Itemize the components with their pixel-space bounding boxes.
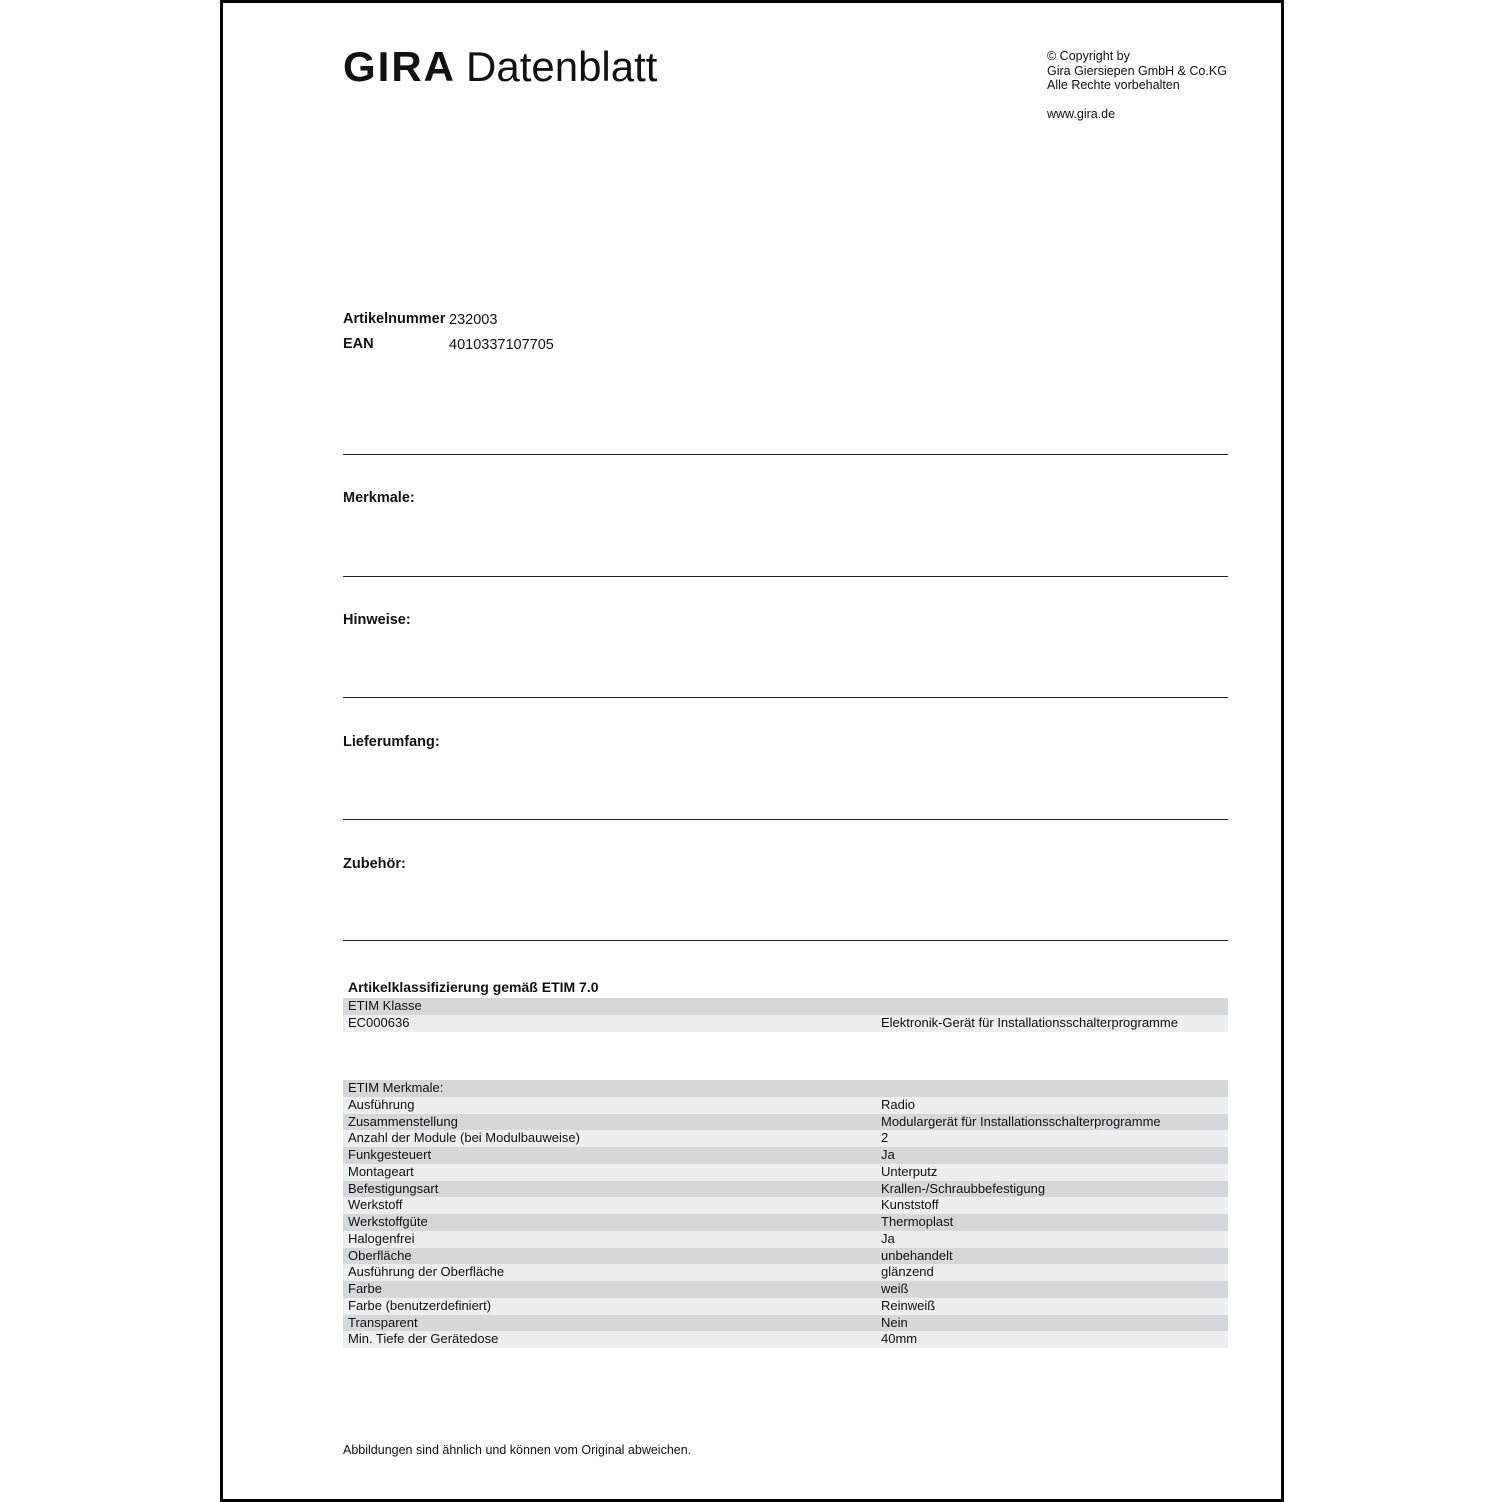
table-row [343,1130,1228,1147]
feature-name: Montageart [348,1163,414,1179]
feature-value: Unterputz [881,1163,938,1179]
article-number-label: Artikelnummer [343,311,446,327]
feature-name: Befestigungsart [348,1180,439,1196]
table-header-row [343,998,1228,1015]
table-row [343,1197,1228,1214]
feature-value: unbehandelt [881,1247,953,1263]
feature-value: Ja [881,1147,895,1162]
feature-value: Nein [881,1314,908,1330]
feature-name: Ausführung der Oberfläche [348,1264,505,1280]
section-hinweise: Hinweise: [343,612,411,628]
feature-value: Radio [881,1096,915,1112]
website-link[interactable]: www.gira.de [1047,106,1116,121]
feature-value: Kunststoff [881,1197,939,1213]
article-number-value: 232003 [449,312,498,328]
table-row [343,1298,1228,1315]
table-row [343,1181,1228,1198]
table-row [343,1331,1228,1348]
footer-disclaimer: Abbildungen sind ähnlich und können vom Original abweichen. [343,1443,692,1457]
feature-name: Min. Tiefe der Gerätedose [348,1331,499,1347]
copyright-line: Gira Giersiepen GmbH & Co.KG [1047,63,1227,78]
section-merkmale: Merkmale: [343,490,415,506]
feature-name: Funkgesteuert [348,1147,432,1162]
etim-title: Artikelklassifizierung gemäß ETIM 7.0 [348,979,599,995]
copyright-block [1047,49,1227,121]
table-row [343,1214,1228,1231]
feature-value: 2 [881,1130,889,1146]
brand-title [343,42,657,92]
etim-class-name: Elektronik-Gerät für Installationsschalterprogramme [881,1014,1178,1030]
feature-value: Modulargerät für Installationsschalterprogramme [881,1113,1161,1129]
divider [343,940,1228,941]
feature-name: Anzahl der Module (bei Modulbauweise) [348,1130,580,1146]
table-row [343,1147,1228,1164]
table-row [343,1264,1228,1281]
table-header-row [343,1080,1228,1097]
etim-class-header: ETIM Klasse [348,998,422,1013]
section-zubehoer: Zubehör: [343,856,406,872]
feature-name: Halogenfrei [348,1230,415,1246]
feature-value: weiß [881,1281,909,1296]
feature-name: Werkstoffgüte [348,1214,428,1229]
feature-name: Oberfläche [348,1247,412,1263]
copyright-line: © Copyright by [1047,49,1130,63]
document-title: Datenblatt [466,43,658,90]
etim-class-code: EC000636 [348,1014,410,1030]
table-row [343,1281,1228,1298]
etim-features-table [343,1080,1228,1348]
table-row [343,1231,1228,1248]
copyright-line: Alle Rechte vorbehalten [1047,78,1180,92]
feature-value: Thermoplast [881,1214,954,1229]
divider [343,454,1228,455]
feature-name: Werkstoff [348,1197,403,1213]
feature-value: glänzend [881,1264,934,1280]
feature-value: Ja [881,1230,895,1246]
feature-value: Reinweiß [881,1297,936,1313]
table-row [343,1015,1228,1032]
table-row [343,1097,1228,1114]
table-row [343,1114,1228,1131]
ean-value: 4010337107705 [449,337,554,353]
gira-logo: GIRA [343,43,456,90]
etim-features-header: ETIM Merkmale: [348,1080,444,1095]
table-row [343,1315,1228,1332]
divider [343,697,1228,698]
table-row [343,1164,1228,1181]
ean-label: EAN [343,336,374,352]
table-row [343,1248,1228,1265]
feature-name: Zusammenstellung [348,1113,458,1129]
feature-value: Krallen-/Schraubbefestigung [881,1180,1046,1196]
etim-class-table [343,998,1228,1032]
feature-value: 40mm [881,1331,918,1347]
feature-name: Transparent [348,1314,418,1330]
feature-name: Ausführung [348,1096,415,1112]
feature-name: Farbe (benutzerdefiniert) [348,1297,492,1313]
feature-name: Farbe [348,1281,382,1296]
divider [343,819,1228,820]
section-lieferumfang: Lieferumfang: [343,734,440,750]
divider [343,576,1228,577]
